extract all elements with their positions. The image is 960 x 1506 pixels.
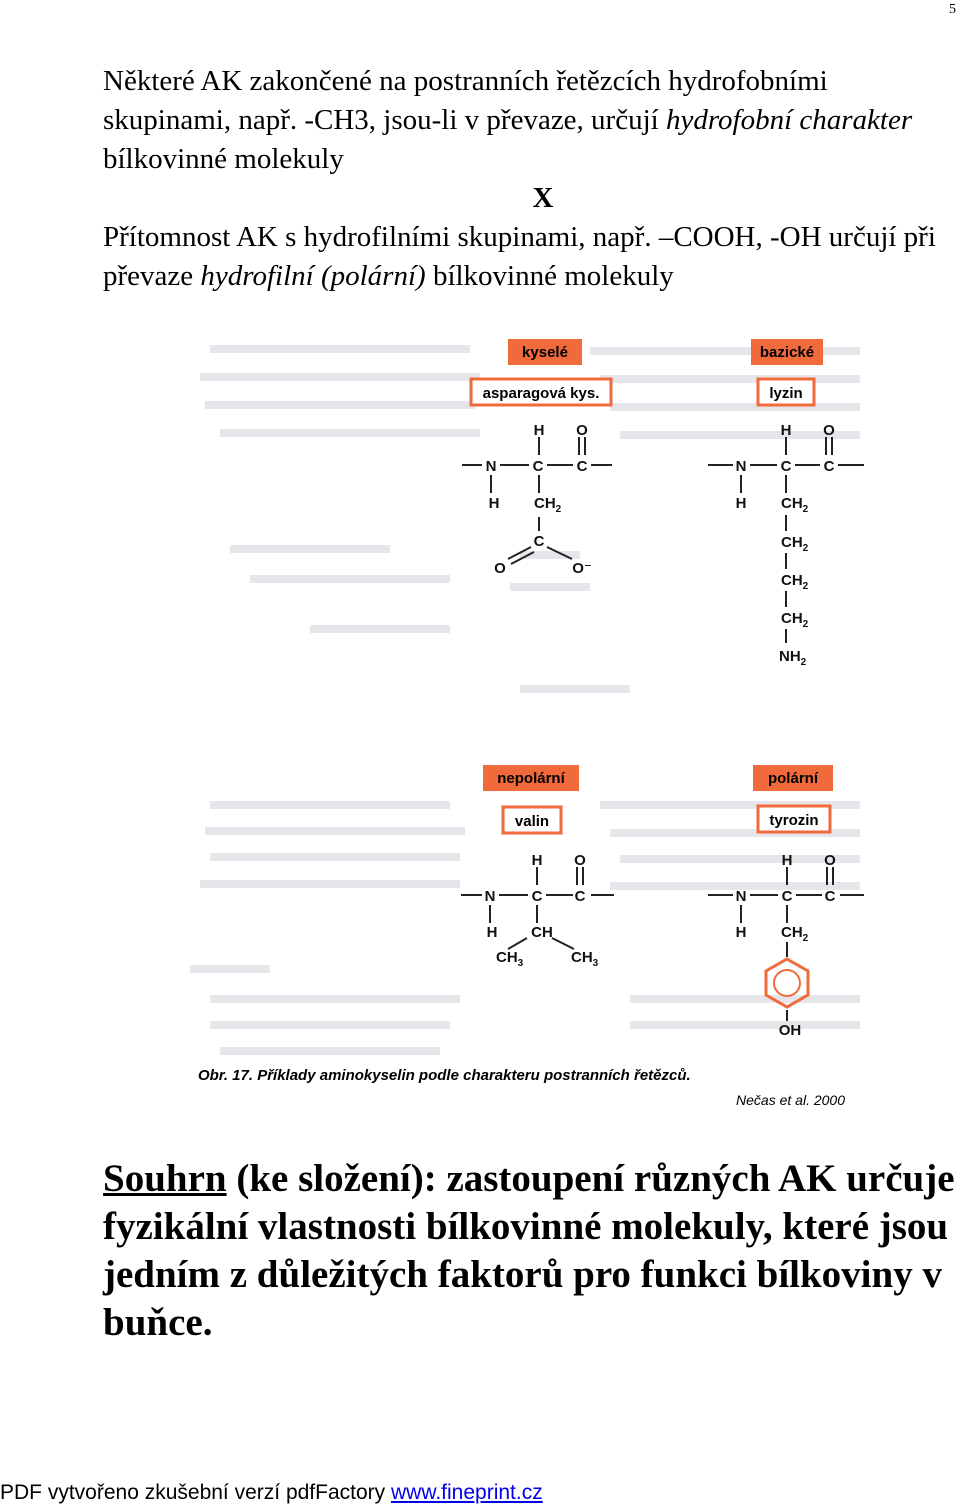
category-label-nonpolar: nepolární <box>497 770 565 787</box>
atom-h: H <box>488 495 500 512</box>
intro-text <box>103 62 953 296</box>
atom-o: O <box>823 422 835 439</box>
amino-acid-name-lysine: lyzin <box>769 385 803 402</box>
atom-o: O <box>574 852 586 869</box>
footer-link[interactable]: www.fineprint.cz <box>390 1481 543 1504</box>
group-oh: OH <box>778 1022 802 1039</box>
pdf-footer <box>0 1480 543 1506</box>
atom-n: N <box>735 458 747 475</box>
atom-c: C <box>576 458 588 475</box>
group-ch3: $CH_3$ <box>496 949 524 969</box>
atom-c: C <box>780 458 792 475</box>
intro-paragraph-hydrophilic: Přítomnost AK s hydrofilními skupinami, např. –COOH, -OH určují při převaze hydrofilní (polární) bílkovinné molekuly <box>103 221 936 292</box>
group-ch2: $CH_2$ <box>781 534 809 554</box>
summary-body: (ke složení): zastoupení různých AK určuje fyzikální vlastnosti bílkovinné molekuly, které jsou jedním z důležitých faktorů pro funkci bílkoviny v buňce. <box>103 1157 955 1344</box>
atom-c: C <box>533 533 545 550</box>
group-ch2: $CH_2$ <box>781 572 809 592</box>
amino-acid-figure <box>190 325 880 1115</box>
category-label-acidic: kyselé <box>522 344 568 361</box>
figure-caption: Obr. 17. Příklady aminokyselin podle charakteru postranních řetězců. <box>198 1067 691 1084</box>
atom-n: N <box>485 458 497 475</box>
atom-o: O <box>494 560 506 577</box>
group-ch2: $CH_2$ <box>781 495 809 515</box>
atom-h: H <box>531 852 543 869</box>
contrast-mark: X <box>532 182 554 214</box>
group-ch2: $CH_2$ <box>781 924 809 944</box>
category-label-basic: bazické <box>759 344 815 361</box>
page-number: 5 <box>949 2 956 17</box>
atom-h: H <box>735 495 747 512</box>
atom-h: H <box>781 852 793 869</box>
panel-lysine <box>708 339 864 668</box>
atom-h: H <box>780 422 792 439</box>
atom-c: C <box>781 888 793 905</box>
summary-title: Souhrn <box>103 1157 227 1200</box>
summary-text <box>103 1155 958 1347</box>
atom-n: N <box>735 888 747 905</box>
category-label-polar: polární <box>767 770 819 787</box>
atom-h: H <box>735 924 747 941</box>
atom-o-minus: O⁻ <box>572 560 592 577</box>
atom-n: N <box>484 888 496 905</box>
atom-h: H <box>533 422 545 439</box>
atom-c: C <box>532 458 544 475</box>
panel-valine <box>461 765 614 969</box>
benzene-aromatic-circle <box>774 970 800 996</box>
group-ch3: $CH_3$ <box>571 949 599 969</box>
group-ch: CH <box>531 924 553 941</box>
footer-text: PDF vytvořeno zkušební verzí pdfFactory <box>0 1481 391 1504</box>
atom-c: C <box>824 888 836 905</box>
scan-background <box>190 345 860 1055</box>
atom-c: C <box>531 888 543 905</box>
amino-acid-name-tyrosine: tyrozin <box>769 812 819 829</box>
amino-acid-name-aspartic: asparagová kys. <box>482 385 600 402</box>
panel-aspartic-acid <box>462 339 612 577</box>
group-ch2: $CH_2$ <box>781 610 809 630</box>
group-ch2: $CH_2$ <box>534 495 562 515</box>
figure-svg <box>190 325 880 1115</box>
atom-c: C <box>823 458 835 475</box>
figure-credit: Nečas et al. 2000 <box>736 1092 845 1108</box>
atom-o: O <box>576 422 588 439</box>
atom-h: H <box>486 924 498 941</box>
atom-o: O <box>824 852 836 869</box>
group-nh2: $NH_2$ <box>779 648 807 668</box>
intro-paragraph-hydrophobic: Některé AK zakončené na postranních řetězcích hydrofobními skupinami, např. -CH3, jsou-li v převaze, určují hydrofobní charakter bílkovinné molekuly <box>103 65 913 175</box>
atom-c: C <box>574 888 586 905</box>
amino-acid-name-valine: valin <box>514 813 550 830</box>
